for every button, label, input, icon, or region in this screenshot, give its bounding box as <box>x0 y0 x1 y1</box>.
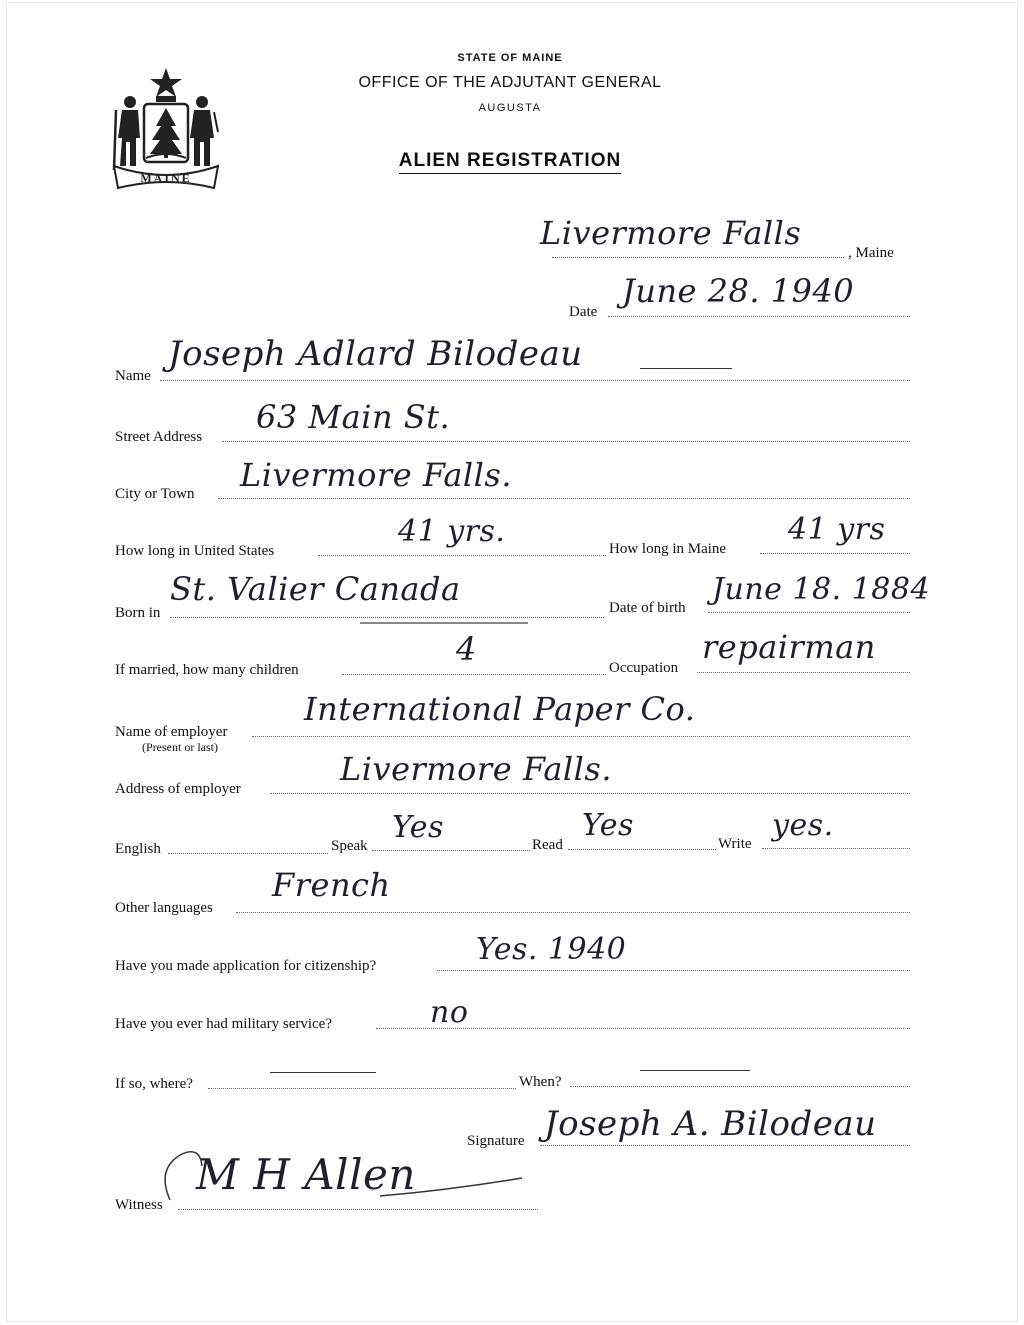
read-value: Yes <box>582 808 634 843</box>
maine-state-seal-icon <box>110 66 222 192</box>
witness-flourish <box>150 1138 530 1214</box>
occupation-line <box>697 672 910 673</box>
employer-label: Name of employer <box>115 724 228 740</box>
children-value: 4 <box>456 630 477 668</box>
city-label: City or Town <box>115 486 195 502</box>
read-label: Read <box>532 837 563 853</box>
form-title-text: ALIEN REGISTRATION <box>399 150 621 174</box>
state-heading: STATE OF MAINE <box>457 52 563 64</box>
city-heading: AUGUSTA <box>478 102 542 114</box>
occupation-value: repairman <box>702 628 876 666</box>
street-line <box>222 441 910 442</box>
citizenship-value: Yes. 1940 <box>476 932 627 967</box>
employer-note: (Present or last) <box>142 740 218 754</box>
english-label: English <box>115 841 161 857</box>
name-flourish <box>640 368 732 369</box>
witness-value: M H Allen <box>196 1150 416 1199</box>
other-languages-line <box>236 912 910 913</box>
write-line <box>762 848 910 849</box>
born-label: Born in <box>115 605 161 621</box>
born-value: St. Valier Canada <box>170 570 461 608</box>
dob-label: Date of birth <box>609 600 686 616</box>
svg-text:MAINE: MAINE <box>140 171 192 185</box>
when-line <box>570 1086 910 1087</box>
occupation-label: Occupation <box>609 660 679 676</box>
us-value: 41 yrs. <box>398 514 506 549</box>
office-heading: OFFICE OF THE ADJUTANT GENERAL <box>358 74 662 91</box>
speak-line <box>372 850 530 851</box>
citizenship-line <box>437 970 910 971</box>
date-label: Date <box>569 304 598 320</box>
signature-value: Joseph A. Bilodeau <box>544 1104 877 1144</box>
form-title <box>300 150 720 172</box>
children-line <box>342 674 606 675</box>
when-label: When? <box>519 1074 562 1090</box>
employer-line <box>252 736 910 737</box>
dob-line <box>708 612 910 613</box>
other-languages-label: Other languages <box>115 900 213 916</box>
maine-long-label: How long in Maine <box>609 541 727 557</box>
city-value: Livermore Falls. <box>240 456 512 494</box>
name-value: Joseph Adlard Bilodeau <box>168 334 583 374</box>
speak-label: Speak <box>331 838 368 854</box>
name-label: Name <box>115 368 151 384</box>
where-line <box>208 1088 516 1089</box>
maine-label: , Maine <box>848 245 894 261</box>
street-value: 63 Main St. <box>256 398 451 436</box>
us-label: How long in United States <box>115 543 275 559</box>
maine-long-line <box>760 553 910 554</box>
citizenship-label: Have you made application for citizenship? <box>115 958 377 974</box>
us-line <box>318 555 606 556</box>
employer-value: International Paper Co. <box>304 690 696 728</box>
military-label: Have you ever had military service? <box>115 1016 332 1032</box>
read-line <box>568 849 716 850</box>
maine-long-value: 41 yrs <box>788 512 886 547</box>
when-dash <box>640 1070 750 1071</box>
dob-value: June 18. 1884 <box>712 572 931 607</box>
town-value: Livermore Falls <box>540 214 802 252</box>
date-line <box>608 316 910 317</box>
children-label: If married, how many children <box>115 662 299 678</box>
born-line <box>170 617 604 618</box>
speak-value: Yes <box>392 810 444 845</box>
employer-address-label: Address of employer <box>115 781 241 797</box>
signature-line <box>540 1145 910 1146</box>
other-languages-value: French <box>272 866 391 904</box>
signature-label: Signature <box>467 1133 525 1149</box>
write-value: yes. <box>772 808 834 843</box>
witness-label: Witness <box>115 1197 163 1213</box>
english-line <box>168 853 328 854</box>
employer-address-value: Livermore Falls. <box>340 750 612 788</box>
employer-address-line <box>270 793 910 794</box>
date-value: June 28. 1940 <box>622 272 855 310</box>
where-dash <box>270 1072 376 1073</box>
city-line <box>218 498 910 499</box>
write-label: Write <box>718 836 752 852</box>
military-value: no <box>430 995 469 1030</box>
name-line <box>160 380 910 381</box>
where-label: If so, where? <box>115 1076 193 1092</box>
street-label: Street Address <box>115 429 203 445</box>
born-underline <box>360 622 528 624</box>
town-line <box>552 257 844 258</box>
